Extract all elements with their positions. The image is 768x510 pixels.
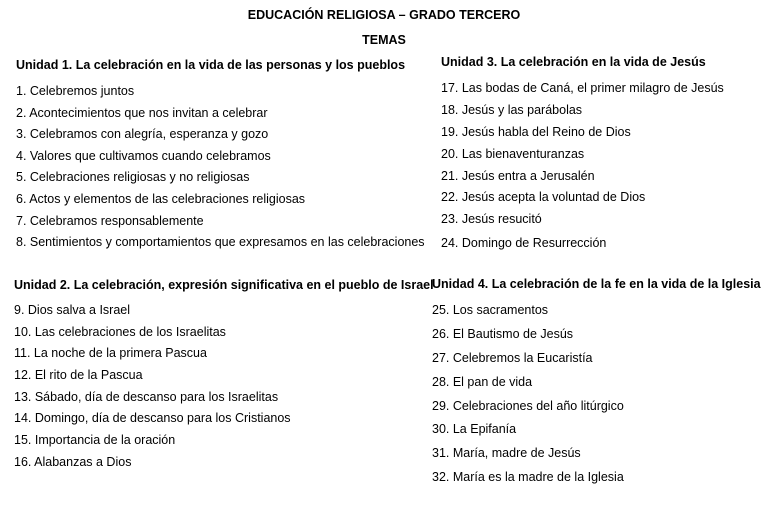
topic-item: 30. La Epifanía	[432, 422, 517, 437]
unit-2-heading: Unidad 2. La celebración, expresión significativa en el pueblo de Israel	[14, 278, 434, 292]
topic-item: 5. Celebraciones religiosas y no religiosas	[16, 170, 250, 185]
unit-4-heading: Unidad 4. La celebración de la fe en la vida de la Iglesia	[432, 277, 761, 291]
topic-item: 1. Celebremos juntos	[16, 84, 135, 98]
topic-item: 18. Jesús y las parábolas	[441, 102, 583, 117]
unit-3-heading: Unidad 3. La celebración en la vida de Jesús	[441, 55, 706, 69]
topic-item: 12. El rito de la Pascua	[14, 368, 143, 383]
topic-item: 21. Jesús entra a Jerusalén	[441, 168, 595, 183]
topic-item: 22. Jesús acepta la voluntad de Dios	[441, 190, 646, 205]
topic-item: 14. Domingo, día de descanso para los Cristianos	[14, 411, 291, 426]
unit-3-section	[441, 55, 724, 255]
topic-item: 2. Acontecimientos que nos invitan a celebrar	[16, 105, 268, 120]
unit-2-section	[14, 278, 434, 474]
topic-item: 31. María, madre de Jesús	[432, 446, 581, 461]
unit-4-section	[432, 277, 761, 490]
topic-item: 20. Las bienaventuranzas	[441, 146, 585, 161]
document-subtitle: TEMAS	[362, 33, 406, 47]
document-title: EDUCACIÓN RELIGIOSA – GRADO TERCERO	[247, 8, 521, 22]
unit-1-topic-list	[16, 81, 425, 254]
topic-item: 29. Celebraciones del año litúrgico	[432, 398, 624, 413]
topic-item: 16. Alabanzas a Dios	[14, 454, 132, 469]
topic-item: 23. Jesús resucitó	[441, 212, 542, 227]
topic-item: 27. Celebremos la Eucaristía	[432, 350, 593, 365]
topic-item: 11. La noche de la primera Pascua	[14, 346, 207, 361]
topic-item: 4. Valores que cultivamos cuando celebramos	[16, 148, 271, 163]
topic-item: 9. Dios salva a Israel	[14, 303, 131, 317]
topic-item: 19. Jesús habla del Reino de Dios	[441, 124, 631, 139]
topic-item: 10. Las celebraciones de los Israelitas	[14, 324, 226, 339]
topic-item: 28. El pan de vida	[432, 374, 533, 389]
topic-item: 3. Celebramos con alegría, esperanza y gozo	[16, 127, 269, 142]
unit-4-topic-list	[432, 299, 761, 490]
topic-item: 7. Celebramos responsablemente	[16, 213, 204, 228]
topic-item: 25. Los sacramentos	[432, 303, 549, 317]
topic-item: 13. Sábado, día de descanso para los Israelitas	[14, 389, 279, 404]
unit-1-heading: Unidad 1. La celebración en la vida de las personas y los pueblos	[16, 58, 406, 72]
topic-item: 26. El Bautismo de Jesús	[432, 326, 574, 341]
topic-item: 32. María es la madre de la Iglesia	[432, 470, 624, 485]
topic-item: 8. Sentimientos y comportamientos que expresamos en las celebraciones	[16, 235, 425, 250]
unit-2-topic-list	[14, 300, 434, 474]
topic-item: 6. Actos y elementos de las celebraciones religiosas	[16, 191, 306, 206]
topic-item: 24. Domingo de Resurrección	[441, 236, 607, 251]
topic-item: 15. Importancia de la oración	[14, 433, 176, 448]
unit-1-section	[16, 58, 425, 254]
topic-item: 17. Las bodas de Caná, el primer milagro de Jesús	[441, 81, 724, 95]
unit-3-topic-list	[441, 78, 724, 255]
